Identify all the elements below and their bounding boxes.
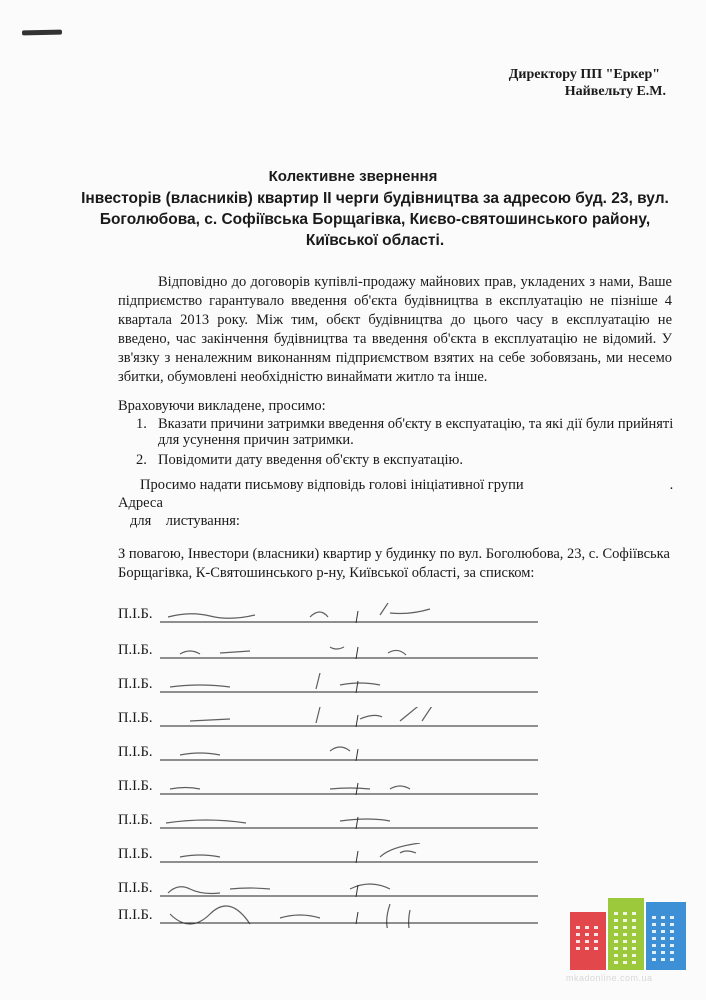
closing-paragraph: З повагою, Інвестори (власники) квартир у будинку по вул. Боголюбова, 23, с. Софіївська Борщагівка, К-Святошинського р-ну, Київської області, за списком:: [118, 546, 670, 581]
signature-line: [160, 809, 540, 833]
handwritten-signature: [180, 843, 420, 857]
signature-line: [160, 741, 540, 765]
signature-row: [118, 707, 558, 729]
paragraph-main-text: Відповідно до договорів купівлі-продажу майнових прав, укладених з нами, Ваше підприємство гарантувало введення об'єкта будівництва в експлуатацію не пізніше 4 квартала 2013 року. Між тим, обєкт будівництва до цього часу в експлуатацію не введено, час закінчення будівництва та введення об'єкта в експлуатацію не відомий. У зв'язку з неналежним виконанням підприємством взятих на себе зобовязань, ми несемо збитки, обумовлені необхідністю винаймати житло та інше.: [118, 274, 672, 385]
signature-line: [160, 775, 540, 799]
document-subtitle: Інвесторів (власників) квартир ІІ черги будівництва за адресою буд. 23, вул. Боголюбова, с. Софіївська Борщагівка, Києво-святошинського району, Київської області.: [81, 190, 669, 249]
signature-label: П.І.Б.: [118, 846, 153, 862]
signature-line: [160, 877, 540, 901]
signature-label: П.І.Б.: [118, 676, 153, 692]
signature-row: [118, 741, 558, 763]
signature-row: [118, 775, 558, 797]
signature-label: П.І.Б.: [118, 606, 153, 622]
request-item: [136, 452, 676, 468]
signature-line: [160, 673, 540, 697]
watermark-text: mkadonline.com.ua: [566, 973, 653, 983]
signature-row: [118, 877, 558, 899]
signature-line: [160, 843, 540, 867]
handwritten-signature: [170, 786, 410, 789]
site-logo: [568, 898, 688, 970]
addressee-line1: Директору ПП "Еркер": [508, 67, 661, 82]
signature-label: П.І.Б.: [118, 880, 153, 896]
request-number: 1.: [136, 416, 147, 432]
request-text: Повідомити дату введення об'єкту в експуатацію.: [158, 452, 463, 468]
signature-label: П.І.Б.: [118, 744, 153, 760]
handwritten-signature: [168, 603, 430, 618]
request-item: [136, 416, 676, 448]
request-number: 2.: [136, 452, 147, 468]
addressee-block: [509, 66, 666, 100]
signature-row: [118, 603, 558, 625]
signature-line: [160, 904, 540, 928]
handwritten-signature: [180, 647, 406, 655]
paragraph-main: [118, 273, 672, 387]
document-title: Колективне звернення: [268, 168, 438, 185]
handwritten-signature: [190, 707, 434, 723]
for-label: для: [130, 513, 152, 529]
signature-row: [118, 809, 558, 831]
handwritten-signature: [170, 673, 380, 689]
signature-line: [160, 639, 540, 663]
scan-mark: [22, 30, 62, 36]
signature-label: П.І.Б.: [118, 642, 153, 658]
signature-label: П.І.Б.: [118, 710, 153, 726]
correspondence-label: листування:: [165, 513, 240, 529]
considering-line: Враховуючи викладене, просимо:: [118, 398, 326, 414]
reply-request-paragraph: [118, 476, 678, 530]
signature-label: П.І.Б.: [118, 907, 153, 923]
signature-line: [160, 707, 540, 731]
signature-row: [118, 639, 558, 661]
signature-label: П.І.Б.: [118, 778, 153, 794]
handwritten-signature: [170, 904, 424, 928]
signature-row: [118, 843, 558, 865]
signature-label: П.І.Б.: [118, 812, 153, 828]
addressee-line2: Найвельту Е.М.: [564, 84, 666, 99]
handwritten-signature: [166, 819, 390, 823]
address-label: . Адреса: [118, 477, 674, 511]
request-text: Вказати причини затримки введення об'єкту в експуатацію, та які дії були прийняті для усунення причин затримки.: [158, 416, 674, 448]
requests-list: [136, 416, 676, 472]
handwritten-signature: [180, 747, 350, 755]
signature-line: [160, 603, 540, 627]
signature-row: [118, 673, 558, 695]
reply-request-text: Просимо надати письмову відповідь голові ініціативної групи: [140, 477, 524, 493]
signature-row: [118, 904, 558, 926]
